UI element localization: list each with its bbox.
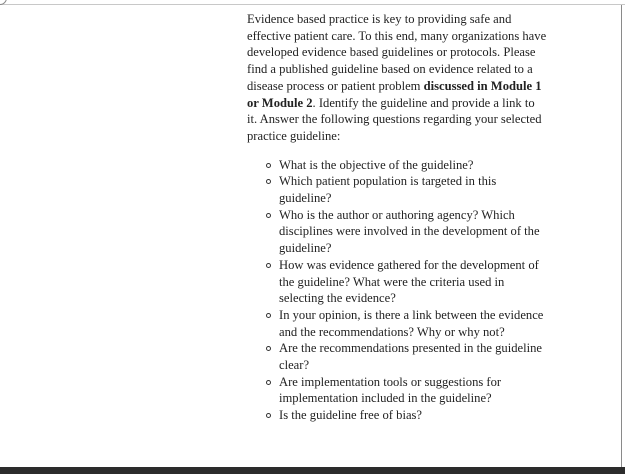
question-text: What is the objective of the guideline? [279,157,474,172]
circle-bullet-icon [266,179,271,184]
intro-bold-module: discussed in Module 1 or Module 2 [247,78,542,110]
question-text: Who is the author or authoring agency? Which disciplines were involved in the development of the guideline? [279,207,540,256]
circle-bullet-icon [266,213,271,218]
question-text: Are implementation tools or suggestions for implementation included in the guideline? [279,374,502,406]
list-item [279,207,547,257]
list-item [279,173,547,206]
intro-text-start: Evidence based practice is key to providing safe and effective patient care. To this end, many organizations have developed evidence based guidelines or protocols. Please find a published guideline based on evidence related to a disease process or patient problem [247,12,547,93]
question-text: Is the guideline free of bias? [279,408,423,423]
list-item [279,257,547,307]
assignment-prompt [247,11,547,424]
list-item [279,374,547,407]
question-text: In your opinion, is there a link between the evidence and the recommendations? Why or why not? [279,307,544,339]
question-text: Which patient population is targeted in this guideline? [279,174,497,206]
list-item [279,407,547,424]
list-item [279,157,547,174]
question-text: Are the recommendations presented in the guideline clear? [279,341,542,373]
list-item [279,340,547,373]
circle-bullet-icon [266,313,271,318]
intro-paragraph [247,11,547,145]
circle-bullet-icon [266,380,271,385]
circle-bullet-icon [266,346,271,351]
list-item [279,307,547,340]
bottom-bar [0,467,625,474]
question-text: How was evidence gathered for the development of the guideline? What were the criteria used in selecting the evidence? [279,257,539,306]
circle-bullet-icon [266,263,271,268]
circle-bullet-icon [266,163,271,168]
circle-bullet-icon [266,413,271,418]
intro-text-end: . Identify the guideline and provide a link to it. Answer the following questions regarding your selected practice guideline: [247,95,542,143]
question-list [247,157,547,424]
